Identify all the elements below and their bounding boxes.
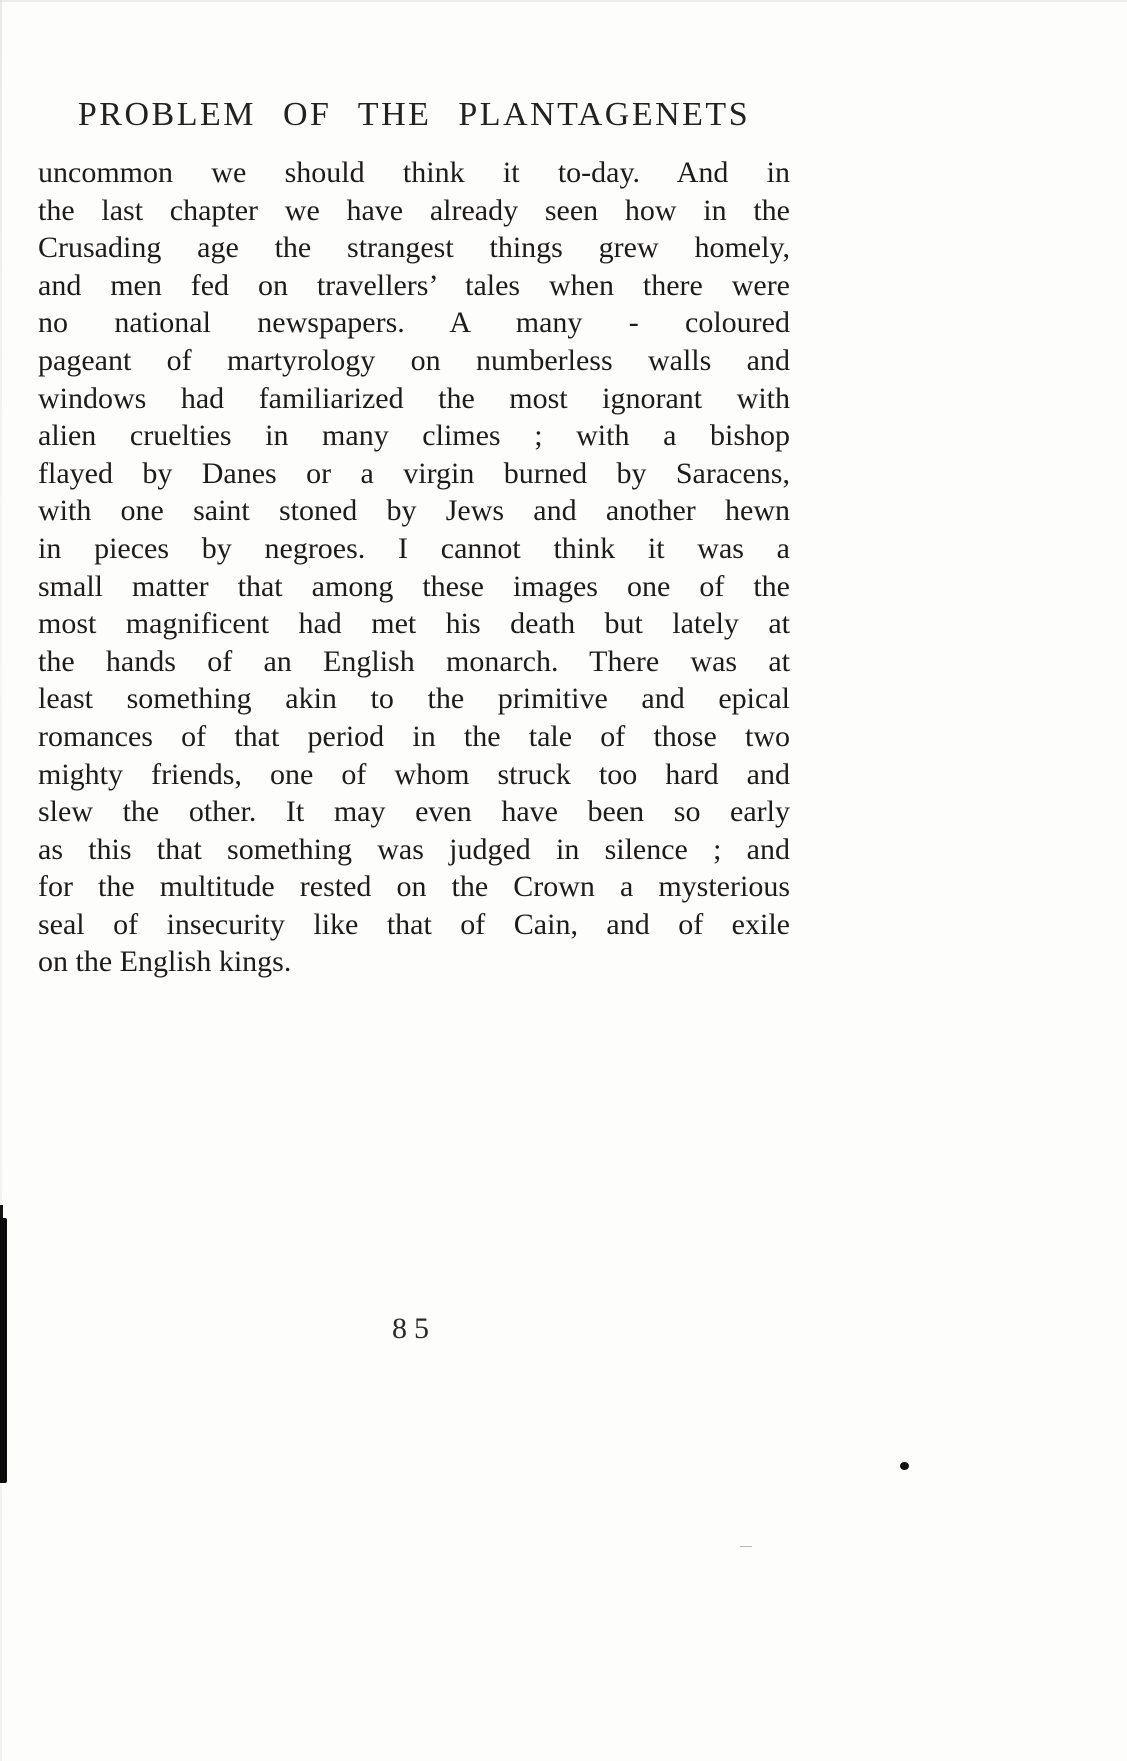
scan-edge-shading-left bbox=[0, 0, 2, 1761]
scan-edge-shading-top bbox=[0, 0, 1127, 2]
text-line: with one saint stoned by Jews and another hewn bbox=[38, 494, 790, 528]
scan-artifact-black-bar bbox=[0, 1218, 7, 1483]
text-line: for the multitude rested on the Crown a mysterious bbox=[38, 870, 790, 904]
text-line: pageant of martyrology on numberless walls and bbox=[38, 343, 790, 377]
page-number: 85 bbox=[392, 1312, 436, 1345]
text-line: mighty friends, one of whom struck too hard and bbox=[38, 757, 790, 791]
text-line: Crusading age the strangest things grew homely, bbox=[38, 231, 790, 265]
text-line: most magnificent had met his death but lately at bbox=[38, 607, 790, 641]
text-line: alien cruelties in many climes ; with a bishop bbox=[38, 419, 790, 453]
text-line: romances of that period in the tale of those two bbox=[38, 719, 790, 753]
text-line: slew the other. It may even have been so early bbox=[38, 795, 790, 829]
scan-artifact-faint-dash bbox=[740, 1546, 752, 1547]
text-line: on the English kings. bbox=[38, 945, 292, 979]
running-header: PROBLEM OF THE PLANTAGENETS bbox=[77, 96, 751, 133]
scan-artifact-bar-sliver bbox=[0, 1205, 3, 1219]
text-line: the hands of an English monarch. There was at bbox=[38, 644, 790, 678]
text-line: least something akin to the primitive and epical bbox=[38, 682, 790, 716]
text-line: seal of insecurity like that of Cain, and of exile bbox=[38, 907, 790, 941]
text-line: windows had familiarized the most ignorant with bbox=[38, 381, 790, 415]
text-line: and men fed on travellers’ tales when there were bbox=[38, 268, 790, 302]
text-line: uncommon we should think it to-day. And in bbox=[38, 156, 790, 189]
text-line: in pieces by negroes. I cannot think it was a bbox=[38, 531, 790, 565]
text-line: flayed by Danes or a virgin burned by Saracens, bbox=[38, 456, 790, 490]
text-line: the last chapter we have already seen how in the bbox=[38, 193, 790, 227]
text-line: small matter that among these images one of the bbox=[38, 569, 790, 603]
scan-artifact-ink-dot bbox=[900, 1462, 909, 1470]
text-line: as this that something was judged in silence ; and bbox=[38, 832, 790, 866]
text-line: no national newspapers. A many - coloured bbox=[38, 306, 790, 340]
body-paragraph bbox=[38, 154, 790, 981]
